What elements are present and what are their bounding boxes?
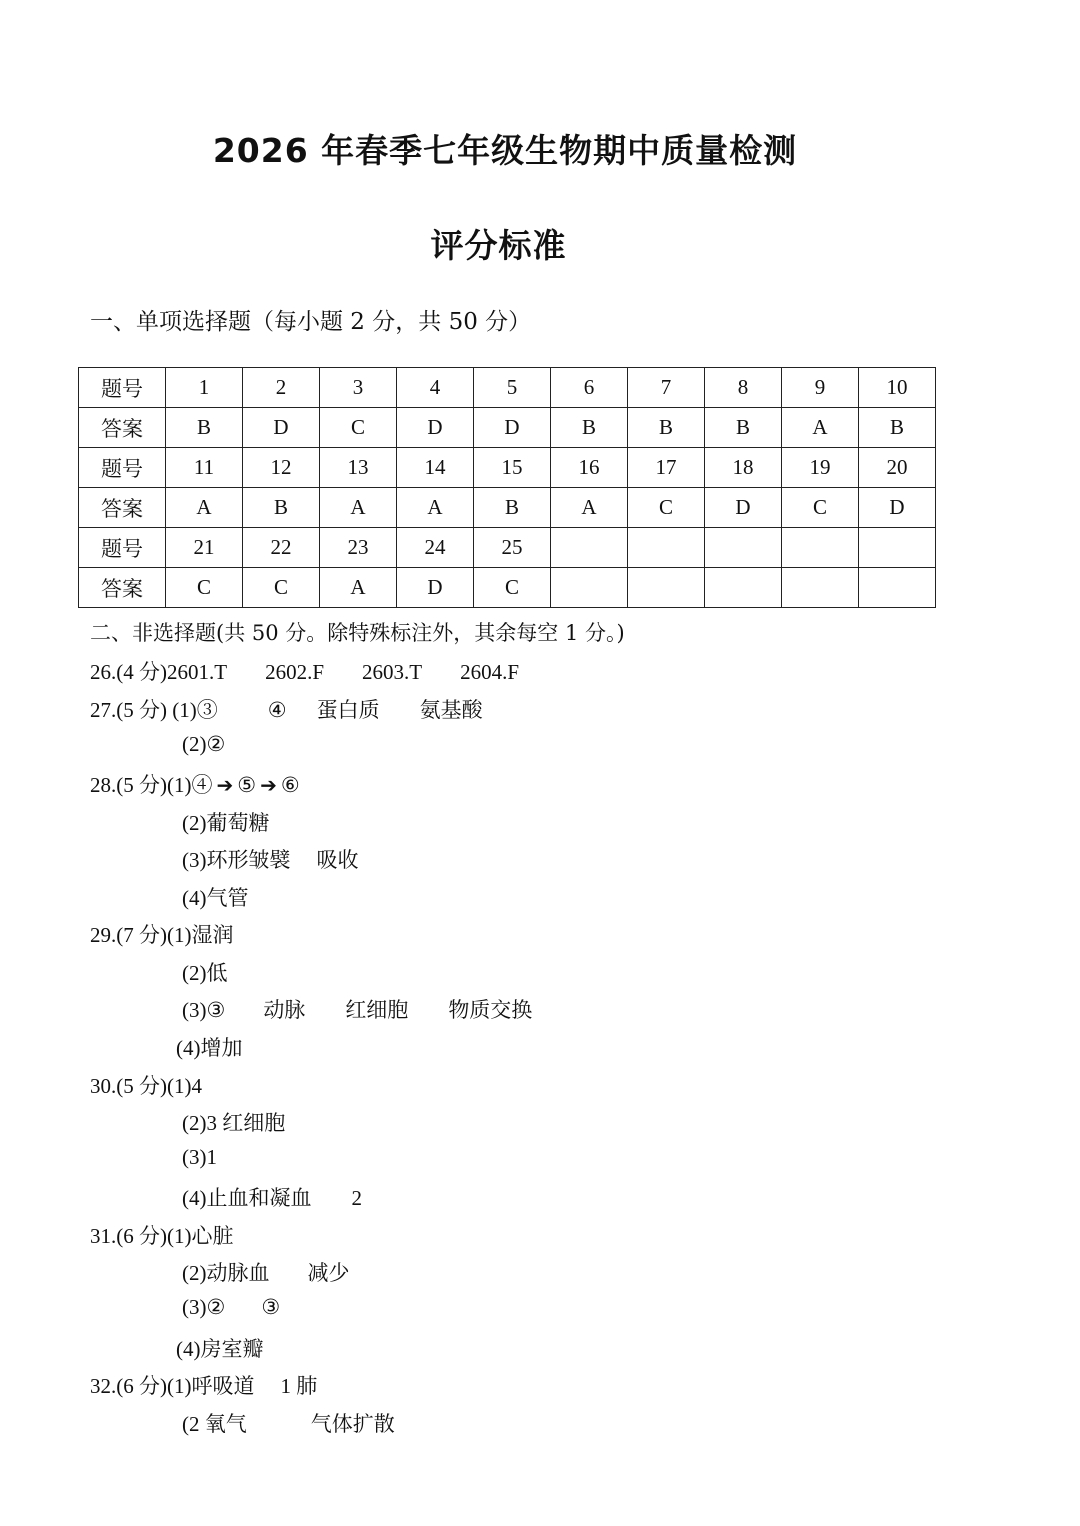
answer-cell: C xyxy=(243,568,320,608)
q30-line1 xyxy=(90,1070,202,1100)
answer-cell: D xyxy=(397,408,474,448)
q32-line1 xyxy=(90,1370,317,1400)
question-number-cell: 4 xyxy=(397,368,474,408)
q31-line3 xyxy=(182,1295,280,1320)
answer-cell xyxy=(628,568,705,608)
q26-item: 2604.F xyxy=(460,660,520,684)
q28-answer: (1)④ xyxy=(167,773,213,797)
q27-answer: ④ xyxy=(267,698,287,722)
row-label-answer: 答案 xyxy=(79,568,166,608)
q28-head: 28.(5 分) xyxy=(90,773,167,797)
answer-cell: A xyxy=(397,488,474,528)
q30-answer: (4)止血和凝血 xyxy=(182,1186,312,1210)
q26-line xyxy=(90,656,519,686)
question-number-cell xyxy=(782,528,859,568)
q29-line2: (2)低 xyxy=(182,961,228,985)
q26-item: 2602.F xyxy=(265,660,325,684)
answer-cell: B xyxy=(551,408,628,448)
question-number-cell: 9 xyxy=(782,368,859,408)
table-row xyxy=(79,528,936,568)
question-number-cell: 21 xyxy=(166,528,243,568)
q32-answer: (2 氧气 xyxy=(182,1412,247,1436)
answer-cell: D xyxy=(397,568,474,608)
q30-line2: (2)3 红细胞 xyxy=(182,1111,286,1135)
answer-cell: A xyxy=(166,488,243,528)
question-number-cell: 24 xyxy=(397,528,474,568)
q29-answer: (3)③ xyxy=(182,998,226,1022)
q26-head: 26.(4 分) xyxy=(90,660,167,684)
table-row xyxy=(79,488,936,528)
table-row xyxy=(79,448,936,488)
row-label-number: 题号 xyxy=(79,528,166,568)
q30-line4 xyxy=(182,1182,362,1212)
question-number-cell: 10 xyxy=(859,368,936,408)
question-number-cell: 22 xyxy=(243,528,320,568)
q27-answer: (1)③ xyxy=(172,698,218,722)
table-row xyxy=(79,568,936,608)
q30-answer: (1)4 xyxy=(167,1074,202,1098)
answer-cell: B xyxy=(628,408,705,448)
answer-cell: D xyxy=(705,488,782,528)
answer-cell xyxy=(859,568,936,608)
row-label-number: 题号 xyxy=(79,448,166,488)
q32-head: 32.(6 分) xyxy=(90,1374,167,1398)
question-number-cell: 15 xyxy=(474,448,551,488)
answer-cell: C xyxy=(474,568,551,608)
q31-line2 xyxy=(182,1257,350,1287)
answer-cell: B xyxy=(243,488,320,528)
answer-cell: B xyxy=(474,488,551,528)
q28-answer: 吸收 xyxy=(316,848,359,872)
q31-answer: (2)动脉血 xyxy=(182,1261,270,1285)
question-number-cell xyxy=(705,528,782,568)
q27-line1 xyxy=(90,694,483,724)
q27-answer: 蛋白质 xyxy=(316,698,380,722)
q31-answer: (1)心脏 xyxy=(167,1224,234,1248)
arrow-right-icon: ➔ xyxy=(260,773,277,797)
answer-table xyxy=(78,367,936,608)
q30-answer: 2 xyxy=(351,1186,362,1210)
q29-line3 xyxy=(182,994,532,1024)
answer-cell: D xyxy=(474,408,551,448)
question-number-cell: 23 xyxy=(320,528,397,568)
q27-line2: (2)② xyxy=(182,732,226,756)
q31-answer: 减少 xyxy=(307,1261,350,1285)
question-number-cell xyxy=(859,528,936,568)
q29-answer: (1)湿润 xyxy=(167,923,234,947)
q29-line4: (4)增加 xyxy=(176,1036,243,1060)
q31-answer: ③ xyxy=(261,1295,281,1319)
q28-line1 xyxy=(90,769,300,799)
section-heading-choice: 一、单项选择题（每小题 2 分，共 50 分） xyxy=(90,309,532,335)
question-number-cell xyxy=(628,528,705,568)
question-number-cell: 19 xyxy=(782,448,859,488)
q28-line4: (4)气管 xyxy=(182,886,249,910)
question-number-cell: 8 xyxy=(705,368,782,408)
q27-answer: 氨基酸 xyxy=(419,698,483,722)
q26-item: 2601.T xyxy=(167,660,228,684)
page-title: 2026 年春季七年级生物期中质量检测 xyxy=(212,131,798,170)
answer-cell: C xyxy=(320,408,397,448)
q30-line3: (3)1 xyxy=(182,1145,217,1169)
q29-line1 xyxy=(90,919,234,949)
question-number-cell: 12 xyxy=(243,448,320,488)
question-number-cell: 25 xyxy=(474,528,551,568)
answer-cell: C xyxy=(628,488,705,528)
table-row xyxy=(79,368,936,408)
question-number-cell: 1 xyxy=(166,368,243,408)
answer-cell: A xyxy=(320,488,397,528)
q28-answer: (3)环形皱襞 xyxy=(182,848,291,872)
q28-answer: ⑤ xyxy=(237,773,257,797)
question-number-cell: 18 xyxy=(705,448,782,488)
question-number-cell: 7 xyxy=(628,368,705,408)
question-number-cell: 14 xyxy=(397,448,474,488)
question-number-cell: 3 xyxy=(320,368,397,408)
answer-cell: C xyxy=(166,568,243,608)
row-label-number: 题号 xyxy=(79,368,166,408)
q28-line2: (2)葡萄糖 xyxy=(182,811,270,835)
question-number-cell: 13 xyxy=(320,448,397,488)
q28-line3 xyxy=(182,844,359,874)
answer-cell: D xyxy=(859,488,936,528)
question-number-cell: 6 xyxy=(551,368,628,408)
answer-cell: C xyxy=(782,488,859,528)
q29-answer: 物质交换 xyxy=(448,998,533,1022)
q32-line2 xyxy=(182,1408,395,1438)
q31-line4: (4)房室瓣 xyxy=(176,1337,264,1361)
answer-cell: A xyxy=(551,488,628,528)
q29-answer: 红细胞 xyxy=(345,998,409,1022)
row-label-answer: 答案 xyxy=(79,408,166,448)
question-number-cell: 2 xyxy=(243,368,320,408)
table-row xyxy=(79,408,936,448)
question-number-cell: 11 xyxy=(166,448,243,488)
answer-cell: A xyxy=(782,408,859,448)
answer-cell xyxy=(705,568,782,608)
q29-head: 29.(7 分) xyxy=(90,923,167,947)
q29-answer: 动脉 xyxy=(263,998,306,1022)
answer-cell: A xyxy=(320,568,397,608)
q31-head: 31.(6 分) xyxy=(90,1224,167,1248)
page-subtitle: 评分标准 xyxy=(430,226,567,265)
answer-cell xyxy=(551,568,628,608)
answer-cell: B xyxy=(859,408,936,448)
section-heading-nonchoice: 二、非选择题(共 50 分。除特殊标注外，其余每空 1 分。) xyxy=(90,621,625,645)
answer-cell: D xyxy=(243,408,320,448)
question-number-cell: 17 xyxy=(628,448,705,488)
question-number-cell xyxy=(551,528,628,568)
answer-cell: B xyxy=(166,408,243,448)
q31-answer: (3)② xyxy=(182,1295,226,1319)
answer-cell xyxy=(782,568,859,608)
q30-head: 30.(5 分) xyxy=(90,1074,167,1098)
q27-head: 27.(5 分) xyxy=(90,698,173,722)
question-number-cell: 16 xyxy=(551,448,628,488)
q32-answer: 1 肺 xyxy=(280,1374,318,1398)
row-label-answer: 答案 xyxy=(79,488,166,528)
question-number-cell: 5 xyxy=(474,368,551,408)
q28-answer: ⑥ xyxy=(280,773,300,797)
q32-answer: 气体扩散 xyxy=(310,1412,395,1436)
answer-cell: B xyxy=(705,408,782,448)
q31-line1 xyxy=(90,1220,234,1250)
q32-answer: (1)呼吸道 xyxy=(167,1374,255,1398)
q26-item: 2603.T xyxy=(362,660,423,684)
arrow-right-icon: ➔ xyxy=(216,773,234,797)
question-number-cell: 20 xyxy=(859,448,936,488)
